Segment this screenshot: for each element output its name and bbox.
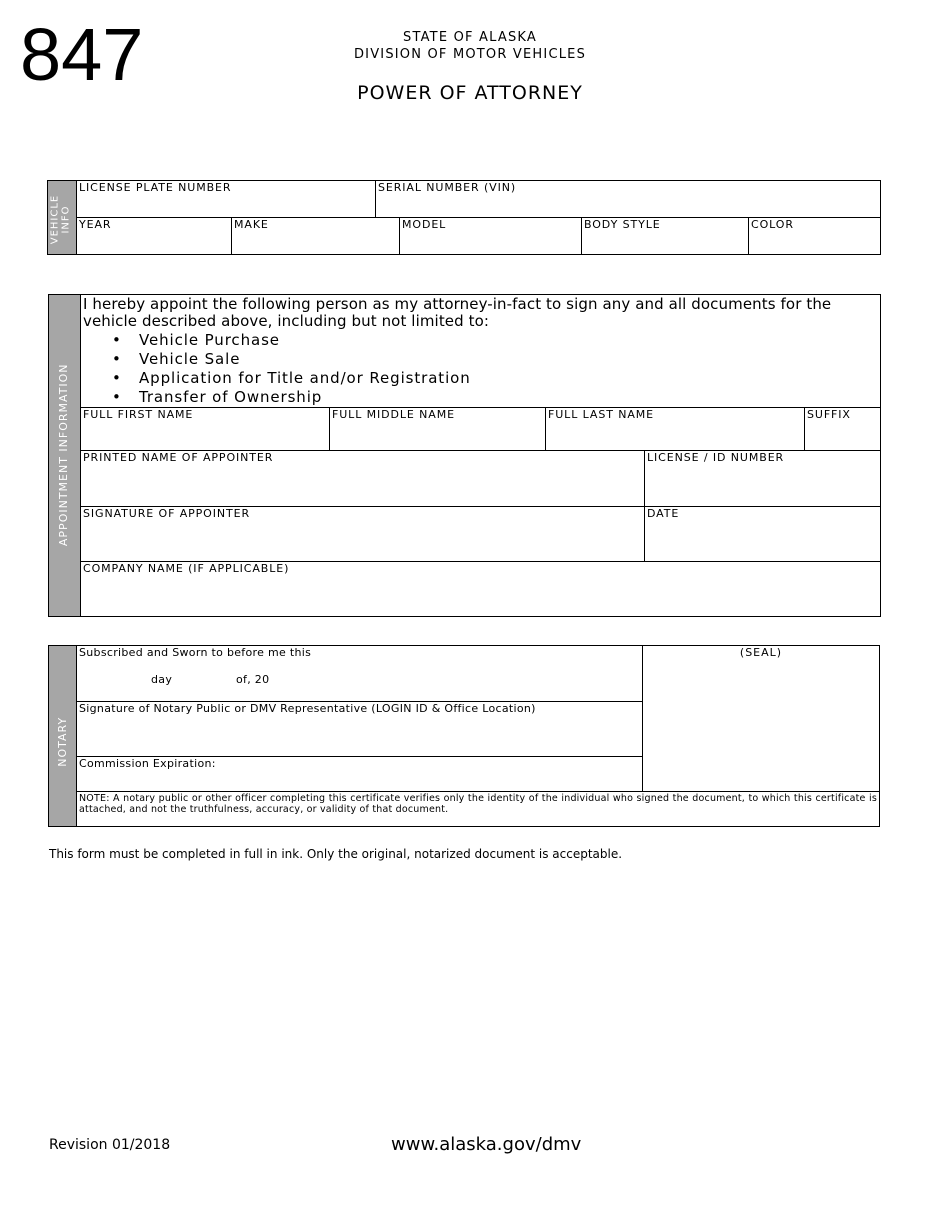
notary-side-bar: [49, 646, 77, 826]
commission-expiration-field[interactable]: Commission Expiration:: [77, 756, 642, 791]
appointment-intro: I hereby appoint the following person as my attorney-in-fact to sign any and all documents for the vehicle described above, including but not limited to:: [83, 295, 832, 331]
body-style-field[interactable]: BODY STYLE: [581, 217, 748, 254]
use-item: • Transfer of Ownership: [139, 388, 878, 407]
license-id-field[interactable]: LICENSE / ID NUMBER: [644, 450, 880, 506]
color-field[interactable]: COLOR: [748, 217, 880, 254]
page-title: POWER OF ATTORNEY: [357, 82, 583, 104]
notary-note: NOTE: A notary public or other officer completing this certificate verifies only the identity of the individual who signed the document, to which this certificate is attached, and not the truthfulness, accuracy, or validity of that document.: [77, 791, 879, 826]
first-name-field[interactable]: FULL FIRST NAME: [81, 407, 329, 450]
vehicle-info-section: [47, 180, 881, 255]
website-link[interactable]: www.alaska.gov/dmv: [391, 1134, 582, 1155]
middle-name-field[interactable]: FULL MIDDLE NAME: [329, 407, 545, 450]
appointment-side-bar: [49, 295, 81, 616]
year-field[interactable]: YEAR: [77, 217, 231, 254]
use-item: • Vehicle Purchase: [139, 331, 878, 350]
vehicle-side-label: VEHICLE INFO: [49, 194, 71, 245]
signature-field[interactable]: SIGNATURE OF APPOINTER: [81, 506, 644, 561]
license-plate-field[interactable]: LICENSE PLATE NUMBER: [79, 181, 232, 194]
make-field[interactable]: MAKE: [231, 217, 399, 254]
last-name-field[interactable]: FULL LAST NAME: [545, 407, 804, 450]
state-heading: STATE OF ALASKA: [403, 30, 537, 45]
use-item: • Vehicle Sale: [139, 350, 878, 369]
use-item: • Application for Title and/or Registration: [139, 369, 878, 388]
revision-label: Revision 01/2018: [49, 1137, 171, 1153]
authorized-uses-list: [83, 331, 878, 407]
form-number: 847: [20, 13, 144, 96]
date-field[interactable]: DATE: [644, 506, 880, 561]
suffix-field[interactable]: SUFFIX: [804, 407, 880, 450]
seal-label: (SEAL): [739, 646, 783, 659]
year-label: of, 20: [236, 672, 270, 686]
vehicle-side-bar: [48, 181, 77, 254]
seal-area: [642, 646, 879, 791]
printed-name-field[interactable]: PRINTED NAME OF APPOINTER: [81, 450, 644, 506]
subscribed-text: Subscribed and Sworn to before me this: [79, 646, 312, 659]
serial-number-field[interactable]: SERIAL NUMBER (VIN): [375, 181, 880, 217]
subscribed-field[interactable]: [77, 646, 642, 701]
appointment-section: [48, 294, 881, 617]
ink-instruction: This form must be completed in full in ink. Only the original, notarized document is acceptable.: [49, 847, 623, 861]
notary-section: [48, 645, 880, 827]
day-label: day: [151, 672, 173, 686]
appointment-side-label: APPOINTMENT INFORMATION: [57, 363, 71, 547]
model-field[interactable]: MODEL: [399, 217, 581, 254]
notary-signature-field[interactable]: Signature of Notary Public or DMV Representative (LOGIN ID & Office Location): [77, 701, 642, 756]
division-heading: DIVISION OF MOTOR VEHICLES: [353, 47, 587, 62]
notary-side-label: NOTARY: [56, 716, 70, 767]
appointment-statement: [81, 295, 880, 407]
company-name-field[interactable]: COMPANY NAME (IF APPLICABLE): [81, 561, 880, 616]
